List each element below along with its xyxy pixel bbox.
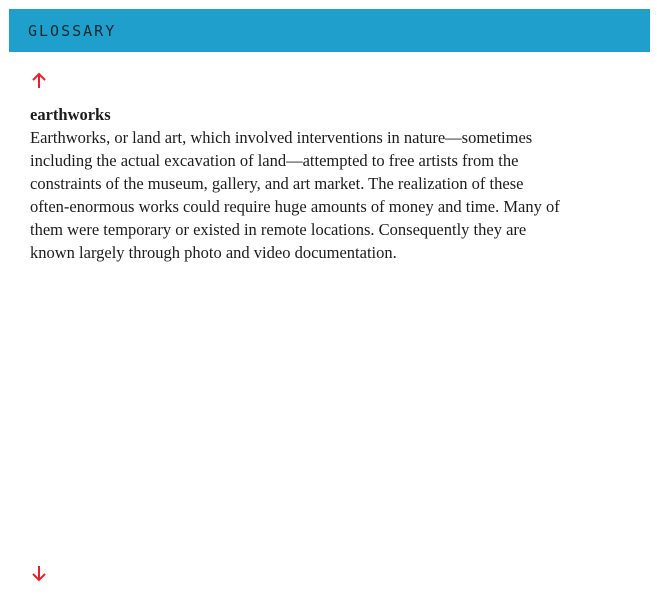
glossary-header bbox=[9, 9, 650, 52]
scroll-down-button[interactable] bbox=[28, 562, 50, 584]
header-title: GLOSSARY bbox=[28, 21, 117, 40]
arrow-down-icon bbox=[28, 562, 50, 584]
arrow-up-icon bbox=[28, 70, 50, 92]
glossary-term: earthworks bbox=[30, 105, 111, 124]
scroll-up-button[interactable] bbox=[28, 70, 50, 92]
glossary-entry bbox=[30, 104, 642, 264]
glossary-definition: Earthworks, or land art, which involved interventions in nature—sometimes including the actual excavation of land—attempted to free artists from the constraints of the museum, gallery, and art market. The realization of these often-enormous works could require huge amounts of money and time. Many of them were temporary or existed in remote locations. Consequently they are known largely through photo and video documentation. bbox=[30, 128, 560, 262]
